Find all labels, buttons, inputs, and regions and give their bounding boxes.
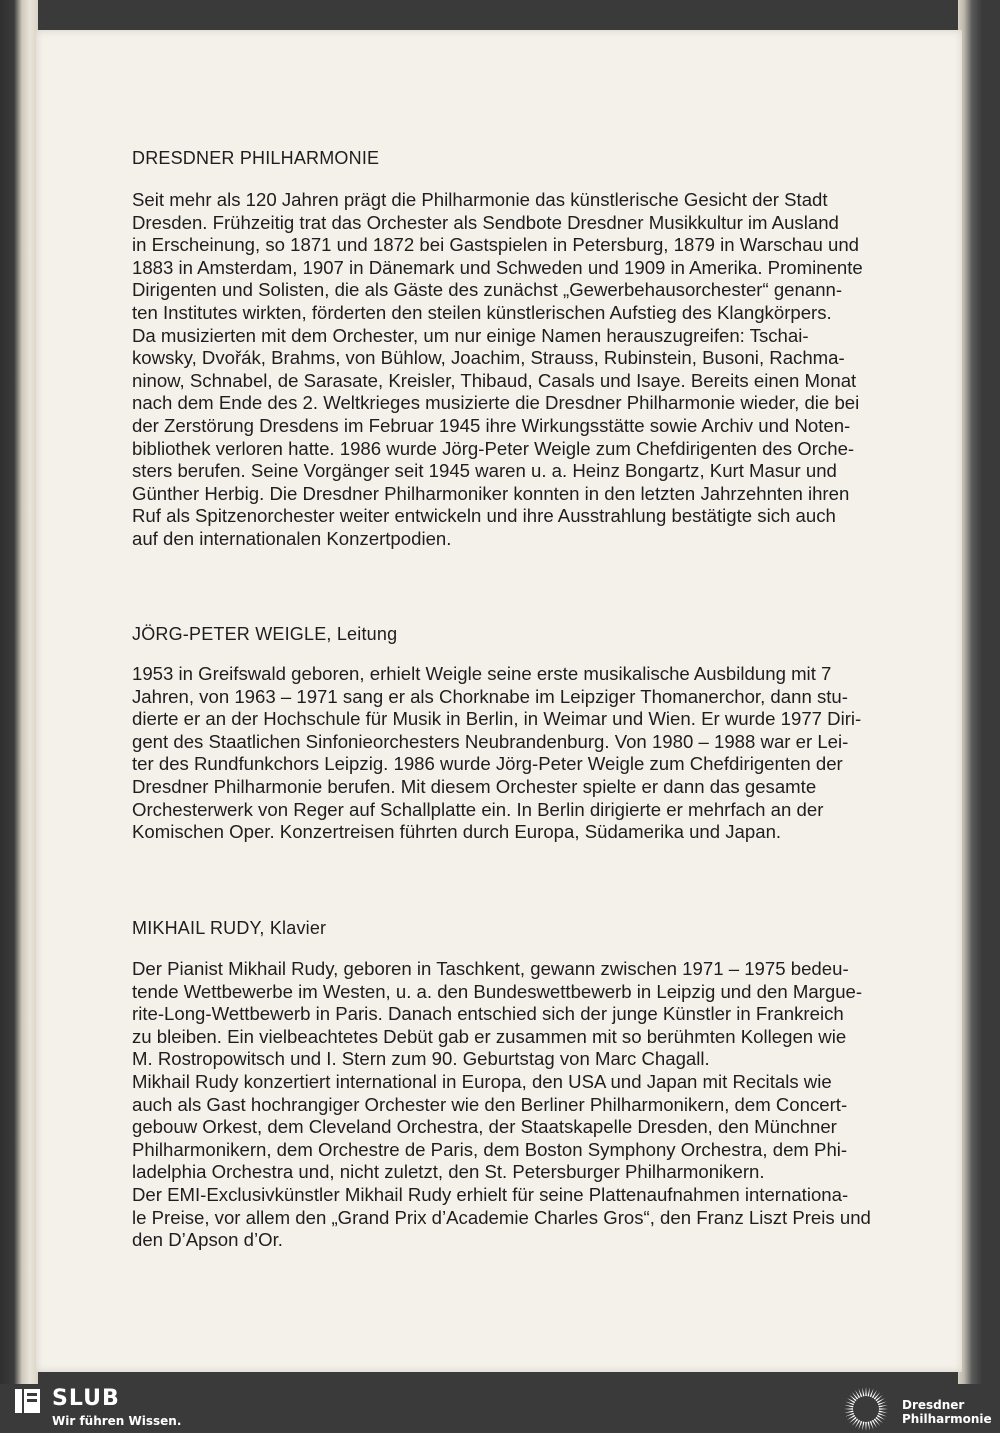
document-page xyxy=(36,30,962,1372)
text-line: zu bleiben. Ein vielbeachtetes Debüt gab er zusammen mit so berühmten Kollegen wie xyxy=(132,1025,847,1047)
text-line: Dresden. Frühzeitig trat das Orchester als Sendbote Dresdner Musikkultur im Ausland xyxy=(132,211,839,233)
text-line: Jahren, von 1963 – 1971 sang er als Chorknabe im Leipziger Thomanerchor, dann stu- xyxy=(132,685,848,707)
logo-ray xyxy=(844,1405,853,1407)
text-line: Der Pianist Mikhail Rudy, geboren in Taschkent, gewann zwischen 1971 – 1975 bedeu- xyxy=(132,958,849,979)
text-line: 1883 in Amsterdam, 1907 in Dänemark und Schweden und 1909 in Amerika. Prominente xyxy=(132,256,863,278)
logo-ray xyxy=(879,1408,888,1410)
text-line: Dirigenten und Solisten, die als Gäste des zunächst „Gewerbehausorchester“ genann- xyxy=(132,279,843,301)
logo-ray xyxy=(865,1422,867,1431)
logo-ray xyxy=(844,1408,853,1410)
logo-ray xyxy=(862,1387,864,1396)
orchestra-name-line2: Philharmonie xyxy=(902,1412,992,1426)
logo-ray xyxy=(844,1410,853,1412)
text-line: Mikhail Rudy konzertiert international in Europa, den USA und Japan mit Recitals wie xyxy=(132,1070,832,1092)
orchestra-name-line1: Dresdner xyxy=(902,1398,965,1412)
logo-ray xyxy=(862,1422,864,1431)
text-line: dierte er an der Hochschule für Musik in Berlin, in Weimar und Wien. Er wurde 1977 Diri- xyxy=(132,708,862,730)
section-body-dresdner-philharmonie xyxy=(132,189,932,551)
slub-name[interactable]: SLUB xyxy=(52,1386,120,1411)
right-page-edge xyxy=(958,0,1000,1384)
text-line: Orchesterwerk von Reger auf Schallplatte ein. In Berlin dirigierte er mehrfach an der xyxy=(132,798,824,820)
text-line: Philharmonikern, dem Orchestre de Paris, dem Boston Symphony Orchestra, dem Phi- xyxy=(132,1138,848,1160)
sunburst-logo[interactable] xyxy=(838,1384,894,1433)
text-line: Günther Herbig. Die Dresdner Philharmoniker konnten in den letzten Jahrzehnten ihren xyxy=(132,482,850,504)
text-line: ter des Rundfunkchors Leipzig. 1986 wurde Jörg-Peter Weigle zum Chefdirigenten der xyxy=(132,753,843,775)
logo-ray xyxy=(865,1387,867,1396)
logo-ray xyxy=(867,1422,869,1431)
text-line: kowsky, Dvořák, Brahms, von Bühlow, Joachim, Strauss, Rubinstein, Busoni, Rachma- xyxy=(132,347,845,369)
text-line: bibliothek verloren hatte. 1986 wurde Jörg-Peter Weigle zum Chefdirigenten des Orche- xyxy=(132,437,855,459)
text-line: Komischen Oper. Konzertreisen führten durch Europa, Südamerika und Japan. xyxy=(132,821,782,843)
text-line: rite-Long-Wettbewerb in Paris. Danach entschied sich der junge Künstler in Frankreich xyxy=(132,1003,844,1025)
text-line: sters berufen. Seine Vorgänger seit 1945 waren u. a. Heinz Bongartz, Kurt Masur und xyxy=(132,460,837,482)
text-line: 1953 in Greifswald geboren, erhielt Weigle seine erste musikalische Ausbildung mit 7 xyxy=(132,663,832,684)
text-line: le Preise, vor allem den „Grand Prix d’Academie Charles Gros“, den Franz Liszt Preis und xyxy=(132,1206,871,1228)
logo-ray xyxy=(879,1405,888,1407)
text-line: gebouw Orkest, dem Cleveland Orchestra, der Staatskapelle Dresden, den Münchner xyxy=(132,1116,837,1138)
text-line: der Zerstörung Dresdens im Februar 1945 ihre Wirkungsstätte sowie Archiv und Noten- xyxy=(132,414,851,436)
logo-ray xyxy=(867,1387,869,1396)
slub-slogan: Wir führen Wissen. xyxy=(52,1414,182,1428)
section-title-mikhail-rudy: MIKHAIL RUDY, Klavier xyxy=(132,918,327,938)
text-line: Dresdner Philharmonie berufen. Mit diesem Orchester spielte er dann das gesamte xyxy=(132,775,817,797)
left-binding-edge xyxy=(0,0,38,1384)
slub-book-icon xyxy=(14,1387,42,1415)
text-line: in Erscheinung, so 1871 und 1872 bei Gastspielen in Petersburg, 1879 in Warschau und xyxy=(132,234,860,256)
text-line: tende Wettbewerbe im Westen, u. a. den Bundeswettbewerb in Leipzig und den Margue- xyxy=(132,980,863,1002)
text-line: Ruf als Spitzenorchester weiter entwickeln und ihre Ausstrahlung bestätigte sich auch xyxy=(132,505,836,527)
text-line: auch als Gast hochrangiger Orchester wie den Berliner Philharmonikern, dem Concert- xyxy=(132,1093,848,1115)
text-line: ninow, Schnabel, de Sarasate, Kreisler, Thibaud, Casals und Isaye. Bereits einen Monat xyxy=(132,369,857,391)
text-line: Der EMI-Exclusivkünstler Mikhail Rudy erhielt für seine Plattenaufnahmen internationa- xyxy=(132,1183,849,1205)
section-body-mikhail-rudy xyxy=(132,958,932,1252)
logo-ray xyxy=(879,1410,888,1412)
text-line: Seit mehr als 120 Jahren prägt die Philharmonie das künstlerische Gesicht der Stadt xyxy=(132,189,828,210)
section-title-joerg-peter-weigle: JÖRG-PETER WEIGLE, Leitung xyxy=(132,624,398,644)
text-line: Da musizierten mit dem Orchester, um nur einige Namen herauszugreifen: Tschai- xyxy=(132,324,809,346)
text-line: ten Institutes wirkten, förderten den steilen künstlerischen Aufstieg des Klangkörpers. xyxy=(132,301,832,323)
text-line: ladelphia Orchestra und, nicht zuletzt, den St. Petersburger Philharmonikern. xyxy=(132,1161,765,1183)
text-line: nach dem Ende des 2. Weltkrieges musizierte die Dresdner Philharmonie wieder, die bei xyxy=(132,392,860,414)
text-line: den D’Apson d’Or. xyxy=(132,1229,283,1251)
text-line: gent des Staatlichen Sinfonieorchesters Neubrandenburg. Von 1980 – 1988 war er Lei- xyxy=(132,730,849,752)
text-line: auf den internationalen Konzertpodien. xyxy=(132,527,452,549)
section-body-joerg-peter-weigle xyxy=(132,663,932,844)
section-title-dresdner-philharmonie: DRESDNER PHILHARMONIE xyxy=(132,148,380,168)
text-line: M. Rostropowitsch und I. Stern zum 90. Geburtstag von Marc Chagall. xyxy=(132,1048,710,1070)
